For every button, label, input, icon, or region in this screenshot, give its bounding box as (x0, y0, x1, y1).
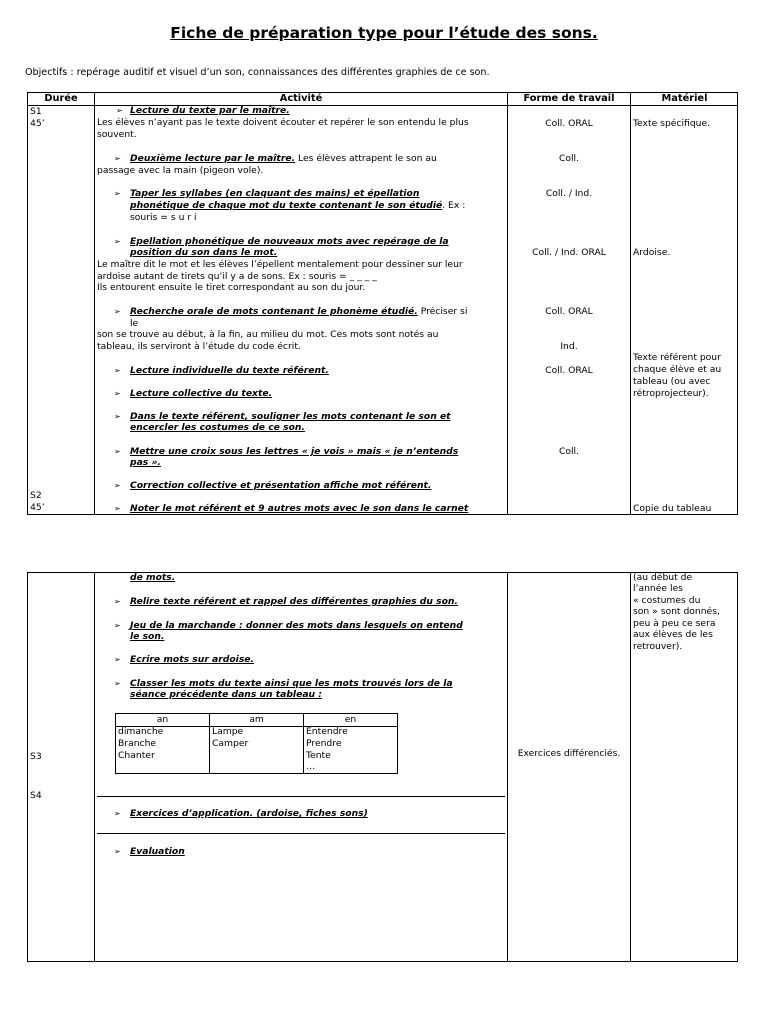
activity-6-materiel: rétroprojecteur). (633, 388, 709, 399)
activity-2-forme: Coll. (558, 153, 580, 164)
sound-table-cell: Entendre (306, 726, 348, 737)
activity-5-forme: Coll. ORAL (545, 306, 593, 317)
page-title: Fiche de préparation type pour l’étude des sons. (170, 24, 598, 42)
bullet-arrow-icon: ➢ (114, 847, 121, 856)
activity-9-forme: Coll. (558, 446, 580, 457)
sound-table-header: am (249, 714, 264, 725)
activity-12-title: Relire texte référent et rappel des différentes graphies du son. (130, 596, 458, 607)
activity-4-materiel: Ardoise. (633, 247, 671, 258)
session-s2: S2 (30, 490, 42, 501)
activity-4-forme: Coll. / Ind. ORAL (532, 247, 606, 258)
bullet-arrow-icon: ➢ (114, 307, 121, 316)
activity-3-desc: souris = s u r i (130, 212, 197, 223)
activity-6-materiel: Texte référent pour (633, 352, 721, 363)
activity-11-materiel: son » sont donnés, (633, 606, 720, 617)
activity-15-forme: Exercices différenciés. (517, 748, 621, 759)
bullet-arrow-icon: ➢ (114, 481, 121, 490)
activity-11-materiel: l’année les (633, 583, 683, 594)
bullet-arrow-icon: ➢ (114, 412, 121, 421)
bullet-arrow-icon: ➢ (114, 504, 121, 513)
bullet-arrow-icon: ➢ (114, 621, 121, 630)
activity-15-title: séance précédente dans un tableau : (130, 689, 322, 700)
bullet-arrow-icon: ➢ (116, 106, 123, 115)
activity-5-desc: son se trouve au début, à la fin, au milieu du mot. Ces mots sont notés au (97, 329, 439, 340)
activity-8-title: Dans le texte référent, souligner les mots contenant le son et (130, 411, 451, 422)
session-s4: S4 (30, 790, 42, 801)
sound-table-cell: Camper (212, 738, 249, 749)
activity-4-desc: Le maître dit le mot et les élèves l’épellent mentalement pour dessiner sur leur (97, 259, 463, 270)
activity-11-materiel: Copie du tableau (633, 503, 712, 514)
bullet-arrow-icon: ➢ (114, 597, 121, 606)
activity-5-desc: le (130, 318, 139, 329)
header-materiel: Matériel (661, 93, 708, 104)
activity-2-desc: passage avec la main (pigeon vole). (97, 165, 264, 176)
activity-9-title: pas ». (130, 457, 161, 468)
section-divider (97, 796, 505, 797)
activity-7-title: Lecture collective du texte. (130, 388, 273, 399)
activity-5-forme-ind: Ind. (560, 341, 578, 352)
sound-table-header: an (156, 714, 169, 725)
activity-1-materiel: Texte spécifique. (633, 118, 711, 129)
activity-11-materiel: « costumes du (633, 595, 701, 606)
bullet-arrow-icon: ➢ (114, 447, 121, 456)
bullet-arrow-icon: ➢ (114, 237, 121, 246)
header-forme: Forme de travail (523, 93, 615, 104)
preparation-table-page1 (27, 92, 738, 515)
activity-1-title: Lecture du texte par le maître. (130, 105, 290, 116)
activity-1-forme: Coll. ORAL (545, 118, 593, 129)
activity-3-title: Taper les syllabes (en claquant des mains) et épellation (130, 188, 420, 199)
bullet-arrow-icon: ➢ (114, 679, 121, 688)
sound-table-cell: Chanter (118, 750, 155, 761)
activity-11-title: de mots. (130, 572, 176, 583)
activity-13-title: le son. (130, 631, 165, 642)
session-s1: S1 (30, 106, 42, 117)
bullet-arrow-icon: ➢ (114, 389, 121, 398)
activity-6-materiel: tableau (ou avec (633, 376, 711, 387)
activity-4-title: Epellation phonétique de nouveaux mots avec repérage de la (130, 236, 449, 247)
activity-3-forme: Coll. / Ind. (545, 188, 593, 199)
activity-2-line: Deuxième lecture par le maître. Les élèves attrapent le son au (130, 153, 437, 164)
bullet-arrow-icon: ➢ (114, 154, 121, 163)
objectives: Objectifs : repérage auditif et visuel d’un son, connaissances des différentes graphies de ce son. (25, 67, 490, 78)
header-duree: Durée (44, 93, 78, 104)
section-divider (97, 833, 505, 834)
activity-3-line: phonétique de chaque mot du texte contenant le son étudié. Ex : (130, 200, 466, 211)
bullet-arrow-icon: ➢ (114, 809, 121, 818)
activity-11-materiel: aux élèves de les (633, 629, 713, 640)
activity-16-title: Exercices d’application. (ardoise, fiches sons) (130, 808, 368, 819)
bullet-arrow-icon: ➢ (114, 189, 121, 198)
activity-6-title: Lecture individuelle du texte référent. (130, 365, 329, 376)
activity-4-title: position du son dans le mot. (130, 247, 278, 258)
sound-table-cell: Prendre (306, 738, 342, 749)
activity-6-materiel: chaque élève et au (633, 364, 722, 375)
activity-14-title: Ecrire mots sur ardoise. (130, 654, 255, 665)
activity-1-desc: Les élèves n’ayant pas le texte doivent écouter et repérer le son entendu le plus (97, 117, 469, 128)
activity-5-desc: tableau, ils serviront à l’étude du code écrit. (97, 341, 301, 352)
bullet-arrow-icon: ➢ (114, 655, 121, 664)
session-s3: S3 (30, 751, 42, 762)
session-s1-time: 45’ (30, 118, 45, 129)
preparation-table-page2 (27, 572, 738, 962)
column-divider (630, 93, 631, 514)
sound-table-cell: Branche (118, 738, 157, 749)
column-divider (94, 93, 95, 514)
activity-4-desc: Ils entourent ensuite le tiret correspondant au son du jour. (97, 282, 366, 293)
sound-table-cell: Tente (306, 750, 331, 761)
column-divider (94, 573, 95, 961)
sound-table-cell: … (306, 761, 316, 772)
sound-table-cell: Lampe (212, 726, 244, 737)
activity-9-title: Mettre une croix sous les lettres « je vois » mais « je n’entends (130, 446, 459, 457)
activity-10-title: Correction collective et présentation affiche mot référent. (130, 480, 432, 491)
bullet-arrow-icon: ➢ (114, 366, 121, 375)
activity-1-desc: souvent. (97, 129, 137, 140)
sound-table-header: en (344, 714, 357, 725)
sound-table-cell: dimanche (118, 726, 164, 737)
activity-13-title: Jeu de la marchande : donner des mots dans lesquels on entend (130, 620, 463, 631)
session-s2-time: 45’ (30, 502, 45, 513)
sound-graphies-table (115, 713, 398, 774)
activity-5-line: Recherche orale de mots contenant le phonème étudié. Préciser si (130, 306, 468, 317)
activity-6-forme: Coll. ORAL (545, 365, 593, 376)
activity-11-materiel: peu à peu ce sera (633, 618, 716, 629)
activity-11-materiel: retrouver). (633, 641, 683, 652)
activity-4-desc: ardoise autant de tirets qu’il y a de sons. Ex : souris = _ _ _ _ (97, 271, 377, 282)
activity-8-title: encercler les costumes de ce son. (130, 422, 305, 433)
column-divider (507, 573, 508, 961)
activity-11-materiel: (au début de (633, 572, 693, 583)
activity-11-title: Noter le mot référent et 9 autres mots avec le son dans le carnet (130, 503, 469, 514)
column-divider (630, 573, 631, 961)
activity-17-title: Evaluation (130, 846, 185, 857)
header-activite: Activité (279, 93, 323, 104)
activity-15-title: Classer les mots du texte ainsi que les mots trouvés lors de la (130, 678, 453, 689)
